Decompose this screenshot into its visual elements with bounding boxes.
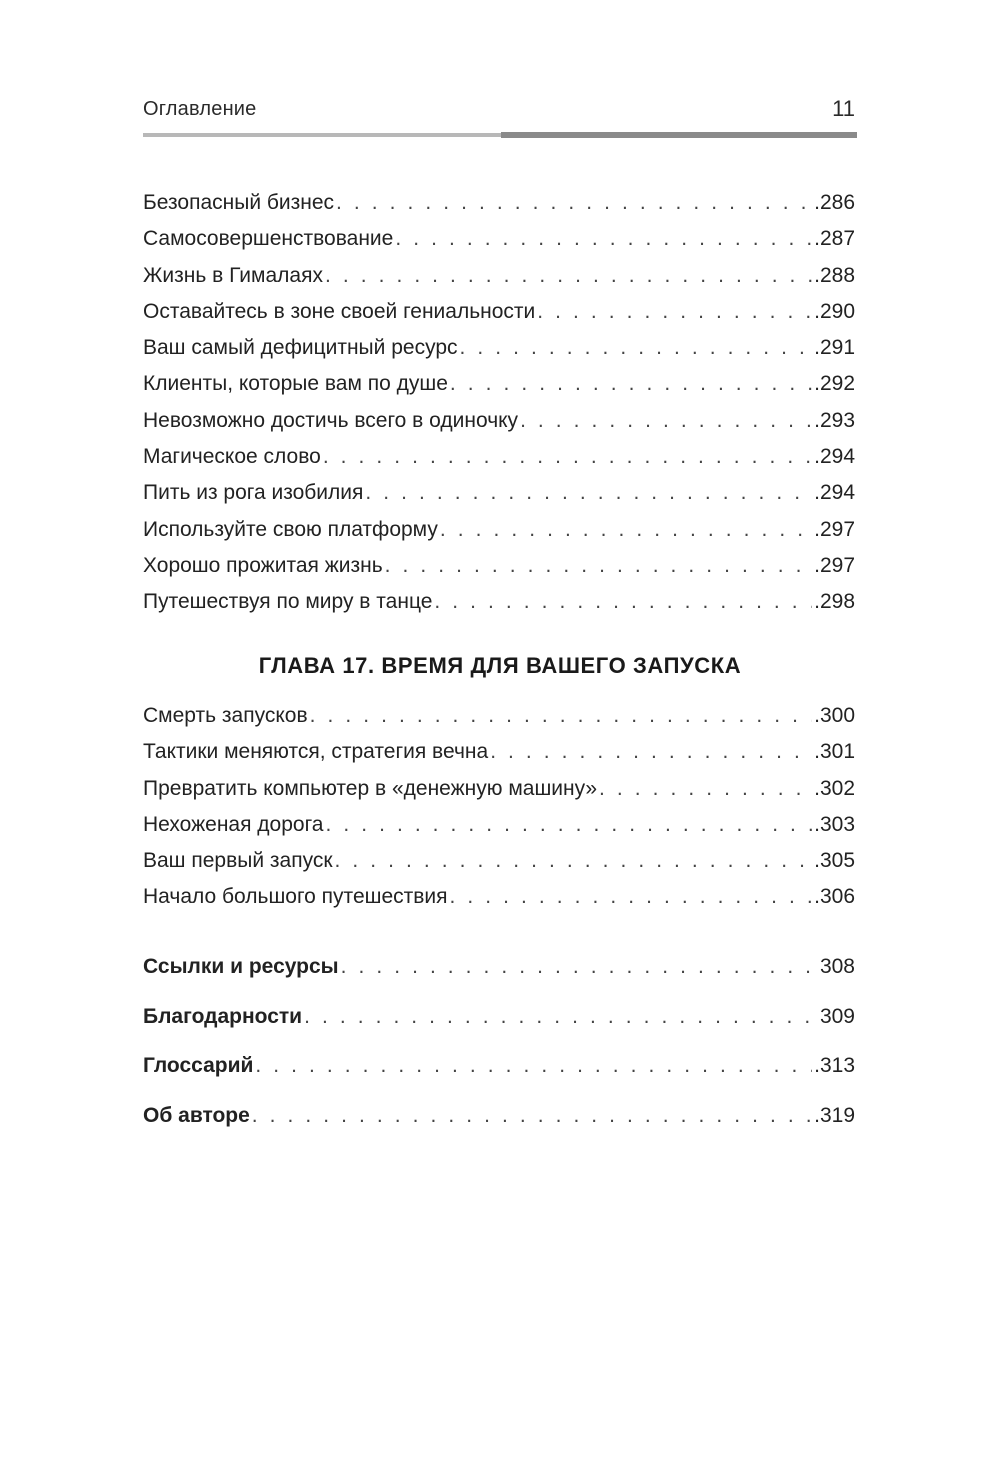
toc-entry-page: 308: [819, 955, 855, 978]
toc-entry-title: Магическое слово: [143, 445, 321, 469]
toc-entry-title: Используйте свою платформу: [143, 517, 438, 541]
dot-leader: [252, 1097, 812, 1135]
toc-entry[interactable]: [143, 1097, 855, 1147]
dot-leader: [336, 185, 812, 221]
dot-leader: [440, 512, 812, 548]
toc-entry[interactable]: [143, 998, 855, 1048]
toc-entry-page: .291: [814, 336, 855, 360]
toc-entry-title: Хорошо прожитая жизнь: [143, 553, 383, 577]
toc-entry[interactable]: [143, 771, 855, 807]
toc-entry-title: Невозможно достичь всего в одиночку: [143, 408, 519, 432]
toc-entry-page: 309: [819, 1004, 855, 1028]
dot-leader: [434, 584, 812, 620]
toc-entry-title: Путешествуя по миру в танце: [143, 590, 433, 614]
toc-entry-title: Смерть запусков: [143, 704, 308, 727]
toc-entry-page: .297: [814, 553, 855, 577]
toc-entry-page: .297: [814, 517, 855, 541]
toc-entry-title: Тактики меняются, стратегия вечна: [143, 740, 489, 764]
page-number: 11: [832, 96, 855, 121]
toc-entry-page: .303: [814, 812, 855, 836]
toc-entry[interactable]: [143, 843, 855, 879]
toc-entry-title: Самосовершенствование: [143, 227, 394, 251]
toc-entry[interactable]: [143, 734, 855, 770]
toc-entry[interactable]: [143, 807, 855, 843]
toc-entry-title: Ваш первый запуск: [143, 849, 333, 873]
toc-entry-page: .306: [814, 885, 855, 909]
toc-entry-page: .294: [814, 481, 855, 505]
dot-leader: [255, 1047, 812, 1085]
toc-entry-title: Пить из рога изобилия: [143, 481, 364, 505]
dot-leader: [450, 879, 813, 915]
toc-entry-title: Об авторе: [143, 1104, 250, 1128]
dot-leader: [341, 948, 818, 986]
toc-entry-title: Ссылки и ресурсы: [143, 955, 339, 978]
toc-entry[interactable]: [143, 366, 855, 402]
chapter-heading: ГЛАВА 17. ВРЕМЯ ДЛЯ ВАШЕГО ЗАПУСКА: [258, 653, 742, 678]
toc-entry-title: Клиенты, которые вам по душе: [143, 372, 448, 396]
toc-entry[interactable]: [143, 698, 855, 734]
toc-entry-page: .319: [814, 1104, 855, 1128]
toc-entry-page: .290: [814, 299, 855, 323]
dot-leader: [365, 475, 812, 511]
header-rule-dark: [501, 132, 857, 138]
toc-entry[interactable]: [143, 948, 855, 998]
toc-entry-page: .301: [814, 740, 855, 764]
dot-leader: [335, 843, 813, 879]
running-header: [143, 96, 857, 128]
toc-entry[interactable]: [143, 439, 855, 475]
toc-entry-title: Начало большого путешествия: [143, 885, 448, 909]
dot-leader: [310, 698, 813, 734]
toc-entry[interactable]: [143, 258, 855, 294]
toc-entry-page: .294: [814, 445, 855, 469]
toc-entry-title: Жизнь в Гималаях: [143, 263, 323, 287]
dot-leader: [450, 366, 812, 402]
toc-entry[interactable]: [143, 475, 855, 511]
toc-chapter-list: [143, 698, 855, 916]
dot-leader: [323, 439, 812, 475]
dot-leader: [599, 771, 812, 807]
dot-leader: [520, 403, 812, 439]
toc-entry-page: .313: [814, 1054, 855, 1078]
dot-leader: [460, 330, 813, 366]
toc-entry-page: .302: [814, 776, 855, 800]
toc-entry[interactable]: [143, 330, 855, 366]
dot-leader: [385, 548, 812, 584]
toc-entry-page: .292: [814, 372, 855, 396]
toc-entry-title: Безопасный бизнес: [143, 191, 335, 214]
toc-entry-page: .287: [814, 227, 855, 251]
toc-entry-title: Благодарности: [143, 1004, 303, 1028]
toc-entry-page: .293: [814, 408, 855, 432]
toc-entry-title: Нехоженая дорога: [143, 812, 324, 836]
toc-entry-title: Оставайтесь в зоне своей гениальности: [143, 299, 536, 323]
dot-leader: [325, 258, 812, 294]
toc-entry-title: Превратить компьютер в «денежную машину»: [143, 776, 598, 800]
toc-entry[interactable]: [143, 403, 855, 439]
dot-leader: [325, 807, 812, 843]
toc-back-matter: [143, 948, 855, 1147]
header-rule-light: [143, 133, 501, 137]
toc-entry[interactable]: [143, 221, 855, 257]
toc-entry-page: .288: [814, 263, 855, 287]
toc-entry-title: Ваш самый дефицитный ресурс: [143, 336, 458, 360]
running-title: Оглавление: [143, 98, 257, 120]
dot-leader: [537, 294, 812, 330]
dot-leader: [395, 221, 812, 257]
dot-leader: [490, 734, 812, 770]
toc-entry-page: .300: [814, 704, 855, 727]
toc-entry[interactable]: [143, 294, 855, 330]
toc-entry-title: Глоссарий: [143, 1054, 254, 1078]
toc-entry[interactable]: [143, 1047, 855, 1097]
toc-entry[interactable]: [143, 548, 855, 584]
toc-entry[interactable]: [143, 584, 855, 620]
toc-entry[interactable]: [143, 512, 855, 548]
toc-entry-page: .305: [814, 849, 855, 873]
toc-entry-page: .286: [814, 191, 855, 214]
toc-entry[interactable]: [143, 879, 855, 915]
dot-leader: [304, 998, 818, 1036]
toc-entry[interactable]: [143, 185, 855, 221]
toc-entry-page: .298: [814, 590, 855, 614]
toc-section-list: [143, 185, 855, 621]
